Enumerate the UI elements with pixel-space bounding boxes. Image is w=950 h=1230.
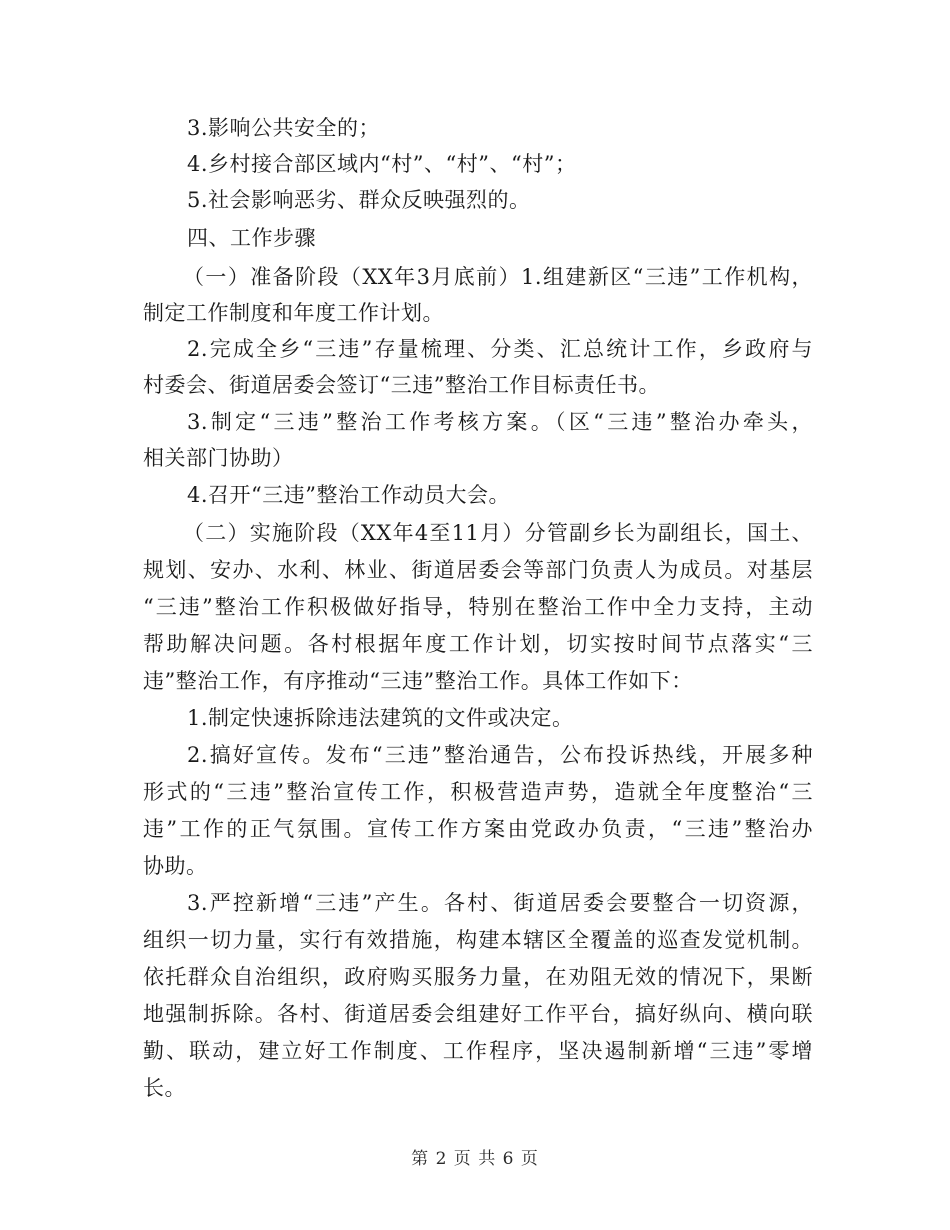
text-line: 组织一切力量，实行有效措施，构建本辖区全覆盖的巡查发觉机制。	[143, 928, 813, 952]
text-line: （一）准备阶段（XX年3月底前）1.组建新区“三违”工作机构，	[183, 265, 813, 289]
text-line: 勤、联动，建立好工作制度、工作程序，坚决遏制新增“三违”零增	[143, 1039, 813, 1063]
text-line: 违”整治工作，有序推动“三违”整治工作。具体工作如下：	[143, 669, 693, 693]
text-line: 村委会、街道居委会签订“三违”整治工作目标责任书。	[143, 373, 660, 397]
text-line: 帮助解决问题。各村根据年度工作计划，切实按时间节点落实“三	[143, 632, 813, 656]
text-line: 3.严控新增“三违”产生。各村、街道居委会要整合一切资源，	[187, 891, 813, 915]
text-line: 形式的“三违”整治宣传工作，积极营造声势，造就全年度整治“三	[143, 780, 813, 804]
text-line: 4.乡村接合部区域内“村”、“村”、“村”；	[187, 152, 577, 176]
text-line: 3.影响公共安全的；	[187, 116, 381, 140]
section-heading: 四、工作步骤	[187, 226, 316, 250]
text-line: 规划、安办、水利、林业、街道居委会等部门负责人为成员。对基层	[143, 558, 813, 582]
text-line: 协助。	[143, 854, 208, 878]
text-line: 2.搞好宣传。发布“三违”整治通告，公布投诉热线，开展多种	[187, 743, 813, 767]
text-line: 3.制定“三违”整治工作考核方案。（区“三违”整治办牵头，	[187, 410, 813, 434]
text-line: 1.制定快速拆除违法建筑的文件或决定。	[187, 706, 574, 730]
page-indicator: 第 2 页 共 6 页	[411, 1149, 539, 1169]
text-line: 2.完成全乡“三违”存量梳理、分类、汇总统计工作，乡政府与	[187, 337, 813, 361]
text-line: （二）实施阶段（XX年4至11月）分管副乡长为副组长，国土、	[183, 521, 813, 545]
text-line: “三违”整治工作积极做好指导，特别在整治工作中全力支持，主动	[143, 595, 813, 619]
text-line: 违”工作的正气氛围。宣传工作方案由党政办负责，“三违”整治办	[143, 817, 813, 841]
text-line: 依托群众自治组织，政府购买服务力量，在劝阻无效的情况下，果断	[143, 965, 813, 989]
text-line: 相关部门协助）	[143, 446, 294, 470]
text-line: 长。	[143, 1076, 186, 1100]
text-line: 4.召开“三违”整治工作动员大会。	[187, 483, 511, 507]
text-line: 制定工作制度和年度工作计划。	[143, 301, 444, 325]
text-line: 5.社会影响恶劣、群众反映强烈的。	[187, 188, 531, 212]
text-line: 地强制拆除。各村、街道居委会组建好工作平台，搞好纵向、横向联	[143, 1002, 813, 1026]
